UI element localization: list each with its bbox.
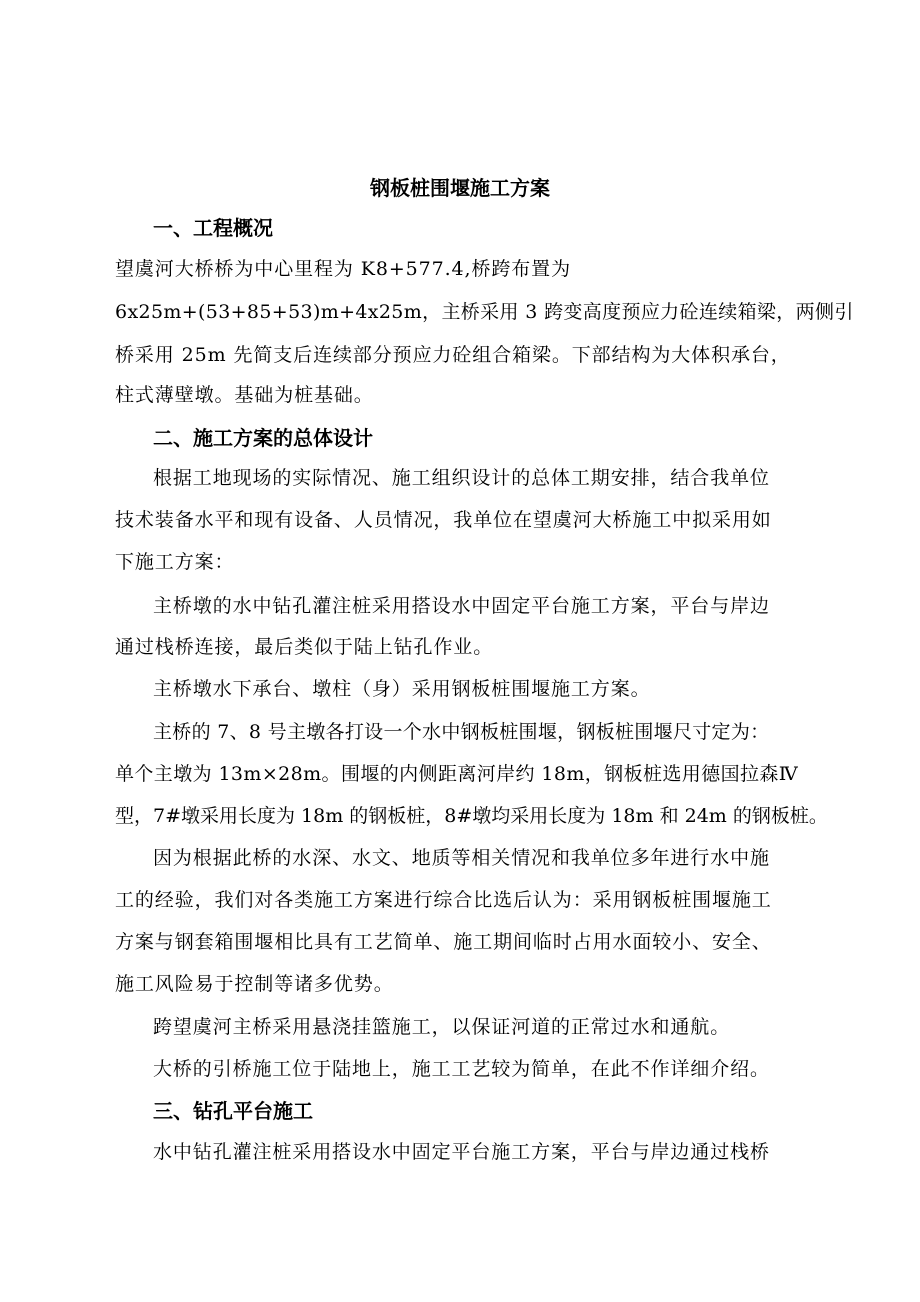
paragraph-line: 跨望虞河主桥采用悬浇挂篮施工，以保证河道的正常过水和通航。 (153, 1016, 731, 1038)
paragraph-line: 下施工方案： (115, 551, 235, 573)
paragraph-line: 主桥墩水下承台、墩柱（身）采用钢板桩围堰施工方案。 (153, 678, 651, 700)
paragraph-line: 技术装备水平和现有设备、人员情况，我单位在望虞河大桥施工中拟采用如 (115, 509, 772, 531)
section-heading-overview: 一、工程概况 (153, 216, 273, 240)
paragraph-line: 施工风险易于控制等诸多优势。 (115, 973, 394, 995)
paragraph-line: 水中钻孔灌注桩采用搭设水中固定平台施工方案，平台与岸边通过栈桥 (153, 1141, 770, 1163)
paragraph-line: 工的经验，我们对各类施工方案进行综合比选后认为：采用钢板桩围堰施工 (115, 889, 772, 911)
paragraph-line: 柱式薄壁墩。基础为桩基础。 (115, 384, 374, 406)
paragraph-line: 根据工地现场的实际情况、施工组织设计的总体工期安排，结合我单位 (153, 467, 770, 489)
section-heading-overall-design: 二、施工方案的总体设计 (153, 426, 373, 450)
section-heading-drilling-platform: 三、钻孔平台施工 (153, 1099, 313, 1123)
paragraph-line: 大桥的引桥施工位于陆地上，施工工艺较为简单，在此不作详细介绍。 (153, 1058, 770, 1080)
paragraph-line: 桥采用 25m 先简支后连续部分预应力砼组合箱梁。下部结构为大体积承台， (115, 344, 791, 366)
paragraph-line: 6x25m+(53+85+53)m+4x25m，主桥采用 3 跨变高度预应力砼连续箱梁，两侧引 (115, 301, 854, 323)
paragraph-line: 主桥的 7、8 号主墩各打设一个水中钢板桩围堰，钢板桩围堰尺寸定为： (153, 721, 770, 743)
paragraph-line: 方案与钢套箱围堰相比具有工艺简单、施工期间临时占用水面较小、安全、 (115, 931, 772, 953)
paragraph-line: 望虞河大桥桥为中心里程为 K8+577.4,桥跨布置为 (115, 258, 571, 280)
document-title: 钢板桩围堰施工方案 (370, 176, 550, 200)
paragraph-line: 型，7#墩采用长度为 18m 的钢板桩，8#墩均采用长度为 18m 和 24m 的钢板桩。 (115, 805, 828, 827)
paragraph-line: 因为根据此桥的水深、水文、地质等相关情况和我单位多年进行水中施 (153, 847, 770, 869)
paragraph-line: 单个主墩为 13m×28m。围堰的内侧距离河岸约 18m，钢板桩选用德国拉森Ⅳ (115, 763, 799, 785)
paragraph-line: 主桥墩的水中钻孔灌注桩采用搭设水中固定平台施工方案，平台与岸边 (153, 595, 770, 617)
paragraph-line: 通过栈桥连接，最后类似于陆上钻孔作业。 (115, 636, 494, 658)
